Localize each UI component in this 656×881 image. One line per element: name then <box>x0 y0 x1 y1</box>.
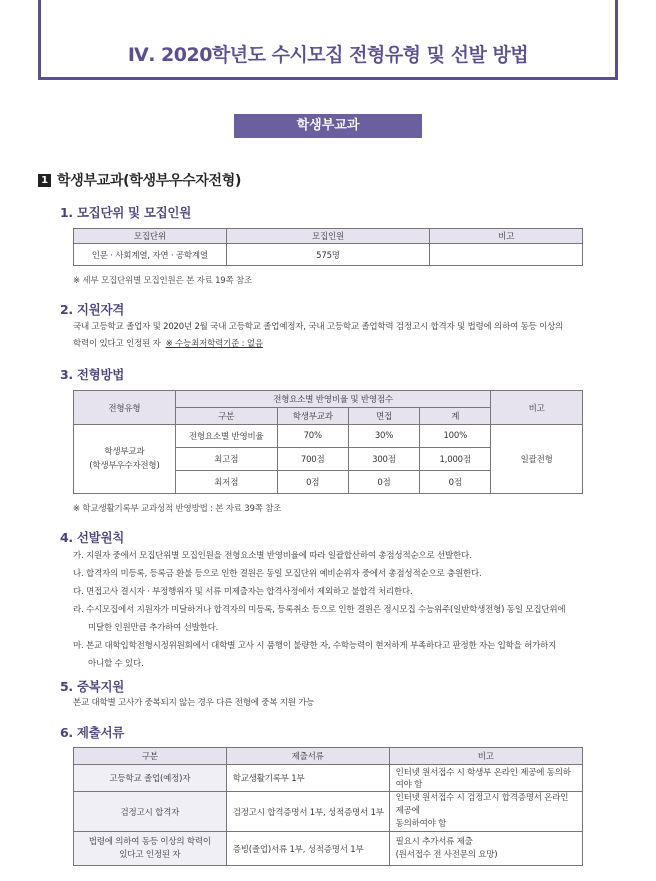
table-header: 모집단위 <box>74 229 227 244</box>
selection-footnote: ※ 학교생활기록부 교과성적 반영방법 : 본 자료 39쪽 참조 <box>73 504 282 514</box>
subsection-title-3: 3. 전형방법 <box>60 367 124 382</box>
subsection-title-5: 5. 중복지원 <box>60 679 124 694</box>
table-header: 전형유형 <box>74 391 176 425</box>
table-header: 구분 <box>175 408 277 425</box>
table-cell: 700점 <box>277 448 348 471</box>
table-header: 면접 <box>348 408 419 425</box>
table-header: 계 <box>420 408 491 425</box>
table-cell: 학교생활기록부 1부 <box>226 765 389 792</box>
principle-item-continuation: 아니할 수 있다. <box>88 659 144 669</box>
table-header: 학생부교과 <box>277 408 348 425</box>
table-row <box>74 832 583 866</box>
table-row <box>74 244 583 266</box>
table-cell: 최저점 <box>175 471 277 494</box>
section-number-badge: 1 <box>38 174 51 187</box>
table-cell: 70% <box>277 425 348 448</box>
table-row <box>74 425 583 448</box>
table-cell <box>430 244 583 266</box>
selection-method-table <box>73 390 583 494</box>
table-cell: 검정고시 합격증명서 1부, 성적증명서 1부 <box>226 792 389 832</box>
table-cell: 인터넷 원서접수 시 학생부 온라인 제공에 동의하여야 함 <box>389 765 582 792</box>
principle-item: 나. 합격자의 미등록, 등록금 환불 등으로 인한 결원은 동일 모집단위 예비순위자 중에서 총점성적순으로 충원한다. <box>73 569 482 579</box>
table-header: 전형요소별 반영비율 및 반영점수 <box>175 391 491 408</box>
table-header: 모집인원 <box>226 229 430 244</box>
section-title <box>38 170 241 190</box>
page-title: Ⅳ. 2020학년도 수시모집 전형유형 및 선발 방법 <box>127 44 529 66</box>
eligibility-line-2-text: 학력이 있다고 인정된 자 <box>73 339 161 349</box>
table-cell: 고등학교 졸업(예정)자 <box>74 765 227 792</box>
table-header: 비고 <box>389 748 582 765</box>
table-header: 비고 <box>430 229 583 244</box>
table-cell: 300점 <box>348 448 419 471</box>
table-cell: 증빙(졸업)서류 1부, 성적증명서 1부 <box>226 832 389 866</box>
table-cell: 575명 <box>226 244 430 266</box>
selection-type-cell: 학생부교과 (학생부우수자전형) <box>74 425 176 494</box>
recruitment-note: ※ 세부 모집단위별 모집인원은 본 자료 19쪽 참조 <box>73 276 253 286</box>
table-cell: 최고점 <box>175 448 277 471</box>
principle-item: 마. 본교 대학입학전형시정위원회에서 대학별 고사 시 품행이 불량한 자, 수학능력이 현저하게 부족하다고 판정한 자는 입학을 허가하지 <box>73 641 557 651</box>
table-cell: 0점 <box>348 471 419 494</box>
recruitment-table <box>73 228 583 266</box>
table-header: 구분 <box>74 748 227 765</box>
table-cell: 30% <box>348 425 419 448</box>
table-cell: 0점 <box>277 471 348 494</box>
principle-item: 라. 수시모집에서 지원자가 미달하거나 합격자의 미등록, 등록취소 등으로 인한 결원은 정시모집 수능위주(일반학생전형) 동일 모집단위에 <box>73 605 566 615</box>
subsection-title-1: 1. 모집단위 및 모집인원 <box>60 205 191 220</box>
selection-note-cell: 일괄전형 <box>491 425 583 494</box>
table-cell: 100% <box>420 425 491 448</box>
table-cell: 0점 <box>420 471 491 494</box>
eligibility-text <box>73 319 563 353</box>
table-cell: 인문 · 사회계열, 자연 · 공학계열 <box>74 244 227 266</box>
table-row <box>74 765 583 792</box>
eligibility-line-1: 국내 고등학교 졸업자 및 2020년 2월 국내 고등학교 졸업예정자, 국내 고등학교 졸업학력 검정고시 합격자 및 법령에 의하여 동등 이상의 <box>73 322 564 332</box>
table-header: 제출서류 <box>226 748 389 765</box>
table-cell: 인터넷 원서접수 시 검정고시 합격증명서 온라인 제공에 동의하여야 함 <box>389 792 582 832</box>
section-title-text: 학생부교과(학생부우수자전형) <box>57 173 242 189</box>
table-cell: 검정고시 합격자 <box>74 792 227 832</box>
principle-item: 가. 지원자 중에서 모집단위별 모집인원을 전형요소별 반영비율에 따라 일괄합산하여 총점성적순으로 선발한다. <box>73 551 472 561</box>
principle-item-continuation: 미달한 인원만큼 추가하여 선발한다. <box>88 623 219 633</box>
subsection-title-2: 2. 지원자격 <box>60 302 124 317</box>
table-cell: 전형요소별 반영비율 <box>175 425 277 448</box>
table-cell: 법령에 의하여 동등 이상의 학력이 있다고 인정된 자 <box>74 832 227 866</box>
table-row <box>74 792 583 832</box>
table-header: 비고 <box>491 391 583 425</box>
subsection-title-4: 4. 선발원칙 <box>60 530 124 545</box>
principle-item: 다. 면접고사 결시자 · 부정행위자 및 서류 미제출자는 합격사정에서 제외하고 불합격 처리한다. <box>73 587 413 597</box>
table-cell: 필요시 추가서류 제출 (원서접수 전 사전문의 요망) <box>389 832 582 866</box>
csat-minimum-note: ※ 수능최저학력기준 : 없음 <box>165 339 263 349</box>
documents-table <box>73 747 583 866</box>
duplicate-application-text: 본교 대학별 고사가 중복되지 않는 경우 다른 전형에 중복 지원 가능 <box>73 698 315 708</box>
table-cell: 1,000점 <box>420 448 491 471</box>
subsection-title-6: 6. 제출서류 <box>60 725 124 740</box>
eligibility-line-2 <box>73 336 563 353</box>
category-banner: 학생부교과 <box>234 114 422 138</box>
